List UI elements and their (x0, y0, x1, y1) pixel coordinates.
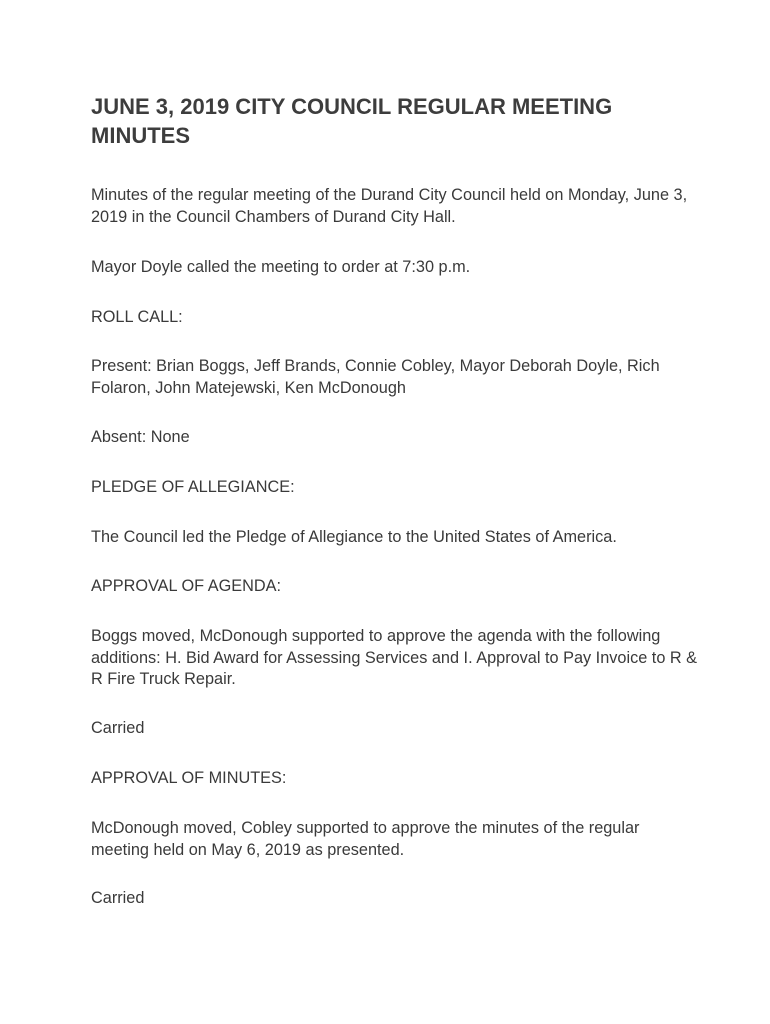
pledge-heading: PLEDGE OF ALLEGIANCE: (91, 478, 295, 496)
call-to-order-paragraph: Mayor Doyle called the meeting to order at 7:30 p.m. (91, 258, 471, 276)
absent-paragraph: Absent: None (91, 428, 190, 446)
minutes-paragraph: McDonough moved, Cobley supported to approve the minutes of the regular meeting held on May 6, 2019 as presented. (91, 819, 640, 859)
roll-call-heading: ROLL CALL: (91, 308, 183, 326)
agenda-heading: APPROVAL OF AGENDA: (91, 577, 281, 595)
intro-paragraph: Minutes of the regular meeting of the Durand City Council held on Monday, June 3, 2019 in the Council Chambers of Durand City Hall. (91, 186, 688, 226)
agenda-paragraph: Boggs moved, McDonough supported to approve the agenda with the following additions: H. Bid Award for Assessing Services and I. Approval to Pay Invoice to R & R Fire Truck Repair. (91, 627, 698, 688)
minutes-heading: APPROVAL OF MINUTES: (91, 769, 287, 787)
agenda-result: Carried (91, 719, 145, 737)
pledge-paragraph: The Council led the Pledge of Allegiance to the United States of America. (91, 528, 617, 546)
document-title: JUNE 3, 2019 CITY COUNCIL REGULAR MEETING MINUTES (91, 94, 613, 148)
present-paragraph: Present: Brian Boggs, Jeff Brands, Connie Cobley, Mayor Deborah Doyle, Rich Folaron, John Matejewski, Ken McDonough (91, 357, 660, 397)
minutes-result: Carried (91, 889, 145, 907)
